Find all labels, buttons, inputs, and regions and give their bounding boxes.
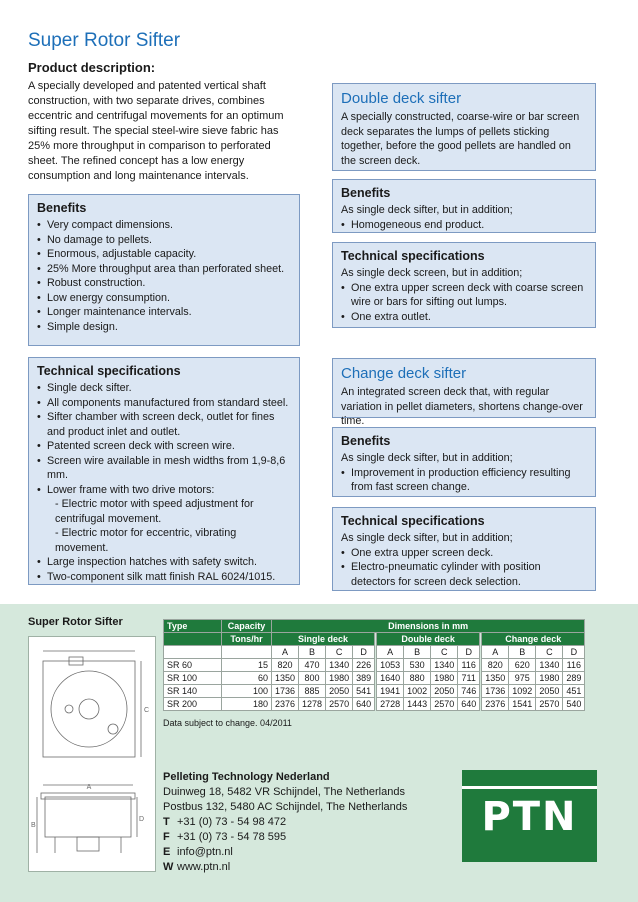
table-header-group: Single deck	[272, 633, 375, 646]
table-cell-type: SR 60	[164, 659, 222, 672]
table-cell-capacity: 15	[222, 659, 272, 672]
table-cell-capacity: 180	[222, 698, 272, 711]
list-item: • One extra upper screen deck.	[341, 546, 587, 561]
tech-specs-heading: Technical specifications	[37, 364, 181, 378]
double-deck-text: A specially constructed, coarse-wire or bar screen deck separates the lumps of pellets sticking together, before the good pellets are handled on the screen deck.	[341, 111, 580, 167]
double-deck-tech-list	[341, 281, 587, 325]
list-item: • All components manufactured from standard steel.	[37, 396, 291, 411]
email-label: E	[163, 846, 171, 858]
table-cell: D	[458, 646, 480, 659]
list-item: • Low energy consumption.	[37, 291, 291, 306]
double-deck-tech-box	[332, 242, 596, 328]
list-item: • Patented screen deck with screen wire.	[37, 439, 291, 454]
double-deck-benefits-list	[341, 218, 587, 233]
list-item: • Electro-pneumatic cylinder with position detectors for screen deck selection.	[341, 560, 587, 589]
table-cell: D	[563, 646, 585, 659]
company-web-row	[163, 860, 407, 875]
table-cell: 1736	[482, 685, 509, 698]
table-cell: 1340	[431, 659, 458, 672]
company-email[interactable]: info@ptn.nl	[177, 846, 233, 858]
table-cell: 470	[299, 659, 326, 672]
table-cell: 116	[563, 659, 585, 672]
table-header-group: Change deck	[482, 633, 585, 646]
list-item: • Robust construction.	[37, 276, 291, 291]
table-cell: 1340	[536, 659, 563, 672]
table-cell: 540	[563, 698, 585, 711]
table-cell-type: SR 200	[164, 698, 222, 711]
table-header-dimensions: Dimensions in mm	[272, 620, 585, 633]
table-cell: 2570	[431, 698, 458, 711]
table-cell-capacity: 100	[222, 685, 272, 698]
list-item: • Enormous, adjustable capacity.	[37, 247, 291, 262]
fax-label: F	[163, 831, 170, 843]
table-cell: C	[536, 646, 563, 659]
change-deck-tech-intro: As single deck sifter, but in addition;	[341, 532, 513, 544]
table-cell: 1340	[326, 659, 353, 672]
double-deck-tech-intro: As single deck screen, but in addition;	[341, 267, 523, 279]
table-cell: 1941	[377, 685, 404, 698]
table-cell: 1443	[404, 698, 431, 711]
logo-stripe	[462, 786, 597, 789]
table-header-capacity-unit: Tons/hr	[222, 633, 272, 646]
table-cell: 1092	[509, 685, 536, 698]
table-cell: 820	[482, 659, 509, 672]
change-deck-tech-heading: Technical specifications	[341, 514, 485, 528]
table-cell: 2376	[272, 698, 299, 711]
change-deck-benefits-intro: As single deck sifter, but in addition;	[341, 452, 513, 464]
dimensions-table	[163, 619, 585, 711]
table-cell: 2728	[377, 698, 404, 711]
list-item: • Simple design.	[37, 320, 291, 335]
double-deck-benefits-heading: Benefits	[341, 186, 391, 200]
table-cell: 746	[458, 685, 480, 698]
list-item: • Homogeneous end product.	[341, 218, 587, 233]
table-cell: 530	[404, 659, 431, 672]
table-cell: 711	[458, 672, 480, 685]
list-item: • Lower frame with two drive motors:	[37, 483, 291, 498]
table-cell: 1980	[326, 672, 353, 685]
table-cell: B	[404, 646, 431, 659]
change-deck-benefits-box	[332, 427, 596, 497]
table-cell: 1053	[377, 659, 404, 672]
drawing-label-c: C	[144, 707, 150, 714]
table-cell: 800	[299, 672, 326, 685]
table-cell: 885	[299, 685, 326, 698]
table-cell: B	[509, 646, 536, 659]
table-cell: 2050	[326, 685, 353, 698]
company-email-row	[163, 845, 407, 860]
tech-specs-box	[28, 357, 300, 585]
page-title: Super Rotor Sifter	[28, 30, 181, 51]
change-deck-title: Change deck sifter	[341, 365, 467, 382]
list-item: • Large inspection hatches with safety switch.	[37, 555, 291, 570]
double-deck-benefits-intro: As single deck sifter, but in addition;	[341, 204, 513, 216]
company-fax: +31 (0) 73 - 54 78 595	[177, 831, 287, 843]
change-deck-text: An integrated screen deck that, with regular variation in pellet diameters, shortens change-over time.	[341, 386, 583, 427]
company-address-2: Postbus 132, 5480 AC Schijndel, The Netherlands	[163, 801, 408, 813]
company-name: Pelleting Technology Nederland	[163, 771, 330, 783]
table-header-group: Double deck	[377, 633, 480, 646]
drawing-label-d: D	[139, 816, 145, 823]
table-cell: 116	[458, 659, 480, 672]
table-cell: B	[299, 646, 326, 659]
description-text: A specially developed and patented vertical shaft construction, with two separate drives, combines eccentric and centrifugal movements for an optimum sifting result. The special steel-wire sieve fabric has 25% more throughput in comparison to perforated sheet. The refined concept has a low energy consumption and long maintenance intervals.	[28, 80, 284, 182]
table-cell: 289	[563, 672, 585, 685]
benefits-heading: Benefits	[37, 201, 87, 215]
double-deck-benefits-box	[332, 179, 596, 233]
list-item: • One extra upper screen deck with coarse screen wire or bars for sifting out lumps.	[341, 281, 587, 310]
table-row	[164, 659, 585, 672]
table-cell: D	[353, 646, 375, 659]
table-cell: A	[482, 646, 509, 659]
web-label: W	[163, 861, 174, 873]
table-row	[164, 698, 585, 711]
table-cell: 1980	[536, 672, 563, 685]
change-deck-box	[332, 358, 596, 427]
change-deck-tech-box	[332, 507, 596, 591]
list-item: • No damage to pellets.	[37, 233, 291, 248]
table-cell: 1350	[272, 672, 299, 685]
sifter-drawing-svg	[29, 637, 155, 871]
data-change-note: Data subject to change. 04/2011	[163, 718, 292, 728]
table-cell: 1350	[482, 672, 509, 685]
table-cell: 541	[353, 685, 375, 698]
table-cell: A	[272, 646, 299, 659]
company-info	[163, 770, 407, 875]
table-cell: 451	[563, 685, 585, 698]
description-heading: Product description:	[28, 60, 156, 75]
change-deck-tech-list	[341, 546, 587, 590]
list-item: • Two-component silk matt finish RAL 6024/1015.	[37, 570, 291, 585]
logo-text: PTN	[481, 794, 578, 840]
company-website[interactable]: www.ptn.nl	[177, 861, 231, 873]
list-item: • Improvement in production efficiency resulting from fast screen change.	[341, 466, 587, 495]
table-cell: 640	[353, 698, 375, 711]
phone-label: T	[163, 816, 170, 828]
table-cell-capacity: 60	[222, 672, 272, 685]
drawing-label-b: B	[31, 822, 36, 829]
table-row	[164, 672, 585, 685]
drawing-label-a: A	[86, 784, 92, 791]
company-phone-row	[163, 815, 407, 830]
table-cell: 2570	[326, 698, 353, 711]
table-cell: 2050	[431, 685, 458, 698]
list-item: • One extra outlet.	[341, 310, 587, 325]
list-subitem: - Electric motor for eccentric, vibrating movement.	[55, 527, 237, 554]
table-cell: 1278	[299, 698, 326, 711]
list-item: • Very compact dimensions.	[37, 218, 291, 233]
table-cell: 1736	[272, 685, 299, 698]
double-deck-title: Double deck sifter	[341, 90, 462, 107]
table-cell: 226	[353, 659, 375, 672]
table-cell: 820	[272, 659, 299, 672]
table-cell: 640	[458, 698, 480, 711]
double-deck-box	[332, 83, 596, 171]
table-cell: C	[326, 646, 353, 659]
table-row	[164, 685, 585, 698]
list-item: • 25% More throughput area than perforated sheet.	[37, 262, 291, 277]
ptn-logo	[462, 770, 597, 862]
double-deck-tech-heading: Technical specifications	[341, 249, 485, 263]
table-cell: 620	[509, 659, 536, 672]
company-address-1: Duinweg 18, 5482 VR Schijndel, The Netherlands	[163, 786, 405, 798]
benefits-list	[37, 218, 291, 334]
list-item: • Screen wire available in mesh widths from 1,9-8,6 mm.	[37, 454, 291, 483]
list-item: • Sifter chamber with screen deck, outlet for fines and product inlet and outlet.	[37, 410, 291, 439]
table-cell: A	[377, 646, 404, 659]
table-cell: 2376	[482, 698, 509, 711]
table-cell: C	[431, 646, 458, 659]
table-cell: 1640	[377, 672, 404, 685]
list-subitem: - Electric motor with speed adjustment for centrifugal movement.	[55, 498, 254, 525]
company-phone: +31 (0) 73 - 54 98 472	[177, 816, 287, 828]
list-item: • Longer maintenance intervals.	[37, 305, 291, 320]
table-header-type: Type	[164, 620, 222, 633]
benefits-box	[28, 194, 300, 346]
footer-title: Super Rotor Sifter	[28, 616, 123, 628]
table-cell: 389	[353, 672, 375, 685]
table-cell: 1541	[509, 698, 536, 711]
table-header-capacity: Capacity	[222, 620, 272, 633]
technical-drawing	[28, 636, 156, 872]
tech-specs-list	[37, 381, 291, 584]
table-cell: 880	[404, 672, 431, 685]
table-cell: 975	[509, 672, 536, 685]
company-fax-row	[163, 830, 407, 845]
change-deck-benefits-list	[341, 466, 587, 495]
table-cell-type: SR 140	[164, 685, 222, 698]
table-cell-type: SR 100	[164, 672, 222, 685]
table-cell: 1980	[431, 672, 458, 685]
table-cell: 2570	[536, 698, 563, 711]
list-item: • Single deck sifter.	[37, 381, 291, 396]
table-cell: 1002	[404, 685, 431, 698]
change-deck-benefits-heading: Benefits	[341, 434, 391, 448]
table-cell: 2050	[536, 685, 563, 698]
